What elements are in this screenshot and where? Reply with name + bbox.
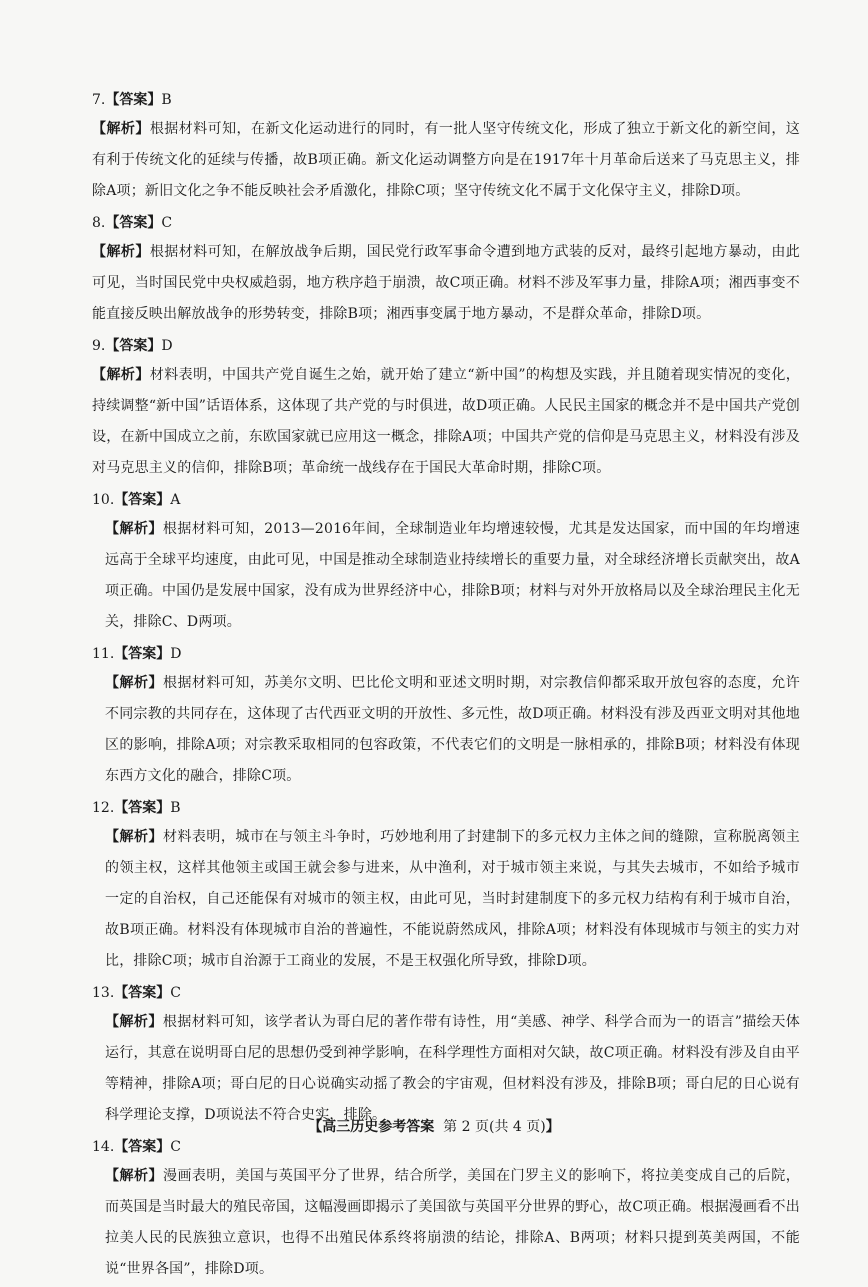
analysis-text: 根据材料可知，在解放战争后期，国民党行政军事命令遭到地方武装的反对，最终引起地方暴动，由此可见，当时国民党中央权威趋弱，地方秩序趋于崩溃，故C项正确。材料不涉及军事力量，排除A项；湘西事变不能直接反映出解放战争的形势转变，排除B项；湘西事变属于地方暴动，不是群众革命，排除D项。	[92, 244, 800, 322]
analysis-tag: 【解析】	[105, 829, 163, 845]
question-number: 12.	[92, 800, 115, 816]
answer-line	[92, 486, 800, 514]
analysis-tag: 【解析】	[92, 244, 150, 260]
answer-value: C	[170, 1139, 181, 1155]
answer-line	[92, 794, 800, 822]
analysis-text: 根据材料可知，在新文化运动进行的同时，有一批人坚守传统文化，形成了独立于新文化的新空间，这有利于传统文化的延续与传播，故B项正确。新文化运动调整方向是在1917年十月革命后送来了马克思主义，排除A项；新旧文化之争不能反映社会矛盾激化，排除C项；坚守传统文化不属于文化保守主义，排除D项。	[92, 121, 800, 199]
answer-value: A	[170, 492, 181, 508]
analysis-tag: 【解析】	[105, 521, 163, 537]
answer-line	[92, 640, 800, 668]
footer-title: 高三历史参考答案	[322, 1119, 435, 1135]
answer-value: C	[170, 985, 181, 1001]
answer-value: D	[161, 338, 173, 354]
question-9	[92, 332, 800, 484]
analysis-paragraph	[92, 514, 800, 638]
answer-tag: 【答案】	[114, 646, 171, 662]
analysis-paragraph	[92, 1007, 800, 1131]
footer-right-bracket: 】	[545, 1119, 560, 1135]
analysis-paragraph	[92, 360, 800, 484]
answer-value: C	[161, 215, 173, 231]
answer-tag: 【答案】	[114, 985, 171, 1001]
question-number: 10.	[92, 492, 115, 508]
analysis-tag: 【解析】	[105, 1014, 163, 1030]
answer-line	[92, 979, 800, 1007]
question-number: 9.	[92, 338, 106, 354]
analysis-paragraph	[92, 114, 800, 207]
answer-line	[92, 332, 800, 360]
question-14	[92, 1133, 800, 1285]
question-number: 7.	[92, 92, 106, 108]
answer-tag: 【答案】	[105, 338, 162, 354]
answer-value: B	[161, 92, 172, 108]
answer-line	[92, 209, 800, 237]
analysis-text: 材料表明，中国共产党自诞生之始，就开始了建立“新中国”的构想及实践，并且随着现实情况的变化，持续调整“新中国”话语体系，这体现了共产党的与时俱进，故D项正确。人民民主国家的概念并不是中国共产党创设，在新中国成立之前，东欧国家就已应用这一概念，排除A项；中国共产党的信仰是马克思主义，材料没有涉及对马克思主义的信仰，排除B项；革命统一战线存在于国民大革命时期，排除C项。	[92, 367, 800, 476]
analysis-tag: 【解析】	[92, 121, 150, 137]
answer-line	[92, 1133, 800, 1161]
analysis-text: 材料表明，城市在与领主斗争时，巧妙地利用了封建制下的多元权力主体之间的缝隙，宣称脱离领主的领主权，这样其他领主或国王就会参与进来，从中渔利，对于城市领主来说，与其失去城市，不如给予城市一定的自治权，自己还能保有对城市的领主权，由此可见，当时封建制度下的多元权力结构有利于城市自治，故B项正确。材料没有体现城市自治的普遍性，不能说蔚然成风，排除A项；材料没有体现城市与领主的实力对比，排除C项；城市自治源于工商业的发展，不是王权强化所导致，排除D项。	[105, 829, 800, 969]
question-8	[92, 209, 800, 330]
question-7	[92, 86, 800, 207]
footer-left-bracket: 【	[308, 1119, 323, 1135]
question-10	[92, 486, 800, 638]
question-number: 14.	[92, 1139, 115, 1155]
page-footer	[0, 1117, 868, 1137]
answer-tag: 【答案】	[114, 492, 171, 508]
analysis-text: 根据材料可知，苏美尔文明、巴比伦文明和亚述文明时期，对宗教信仰都采取开放包容的态度，允许不同宗教的共同存在，这体现了古代西亚文明的开放性、多元性，故D项正确。材料没有涉及西亚文明对其他地区的影响，排除A项；对宗教采取相同的包容政策，不代表它们的文明是一脉相承的，排除B项；材料没有体现东西方文化的融合，排除C项。	[105, 675, 800, 784]
analysis-paragraph	[92, 668, 800, 792]
question-number: 11.	[92, 646, 115, 662]
question-11	[92, 640, 800, 792]
question-13	[92, 979, 800, 1131]
analysis-paragraph	[92, 1161, 800, 1285]
question-number: 13.	[92, 985, 115, 1001]
answer-line	[92, 86, 800, 114]
analysis-tag: 【解析】	[92, 367, 150, 383]
answer-tag: 【答案】	[114, 1139, 171, 1155]
answer-tag: 【答案】	[105, 92, 162, 108]
answer-list	[92, 86, 800, 1287]
analysis-text: 根据材料可知，该学者认为哥白尼的著作带有诗性，用“美感、神学、科学合而为一的语言”描绘天体运行，其意在说明哥白尼的思想仍受到神学影响，在科学理性方面相对欠缺，故C项正确。材料没有涉及自由平等精神，排除A项；哥白尼的日心说确实动摇了教会的宇宙观，但材料没有涉及，排除B项；哥白尼的日心说有科学理论支撑，D项说法不符合史实，排除。	[105, 1014, 800, 1123]
analysis-text: 根据材料可知，2013—2016年间，全球制造业年均增速较慢，尤其是发达国家，而中国的年均增速远高于全球平均速度，由此可见，中国是推动全球制造业持续增长的重要力量，对全球经济增长贡献突出，故A项正确。中国仍是发展中国家，没有成为世界经济中心，排除B项；材料与对外开放格局以及全球治理民主化无关，排除C、D两项。	[105, 521, 800, 630]
footer-page-label: 第 2 页(共 4 页)	[443, 1119, 546, 1135]
answer-tag: 【答案】	[114, 800, 171, 816]
analysis-paragraph	[92, 237, 800, 330]
answer-value: B	[170, 800, 181, 816]
question-12	[92, 794, 800, 977]
answer-value: D	[170, 646, 182, 662]
answer-tag: 【答案】	[105, 215, 162, 231]
analysis-tag: 【解析】	[105, 675, 163, 691]
question-number: 8.	[92, 215, 106, 231]
analysis-text: 漫画表明，美国与英国平分了世界，结合所学，美国在门罗主义的影响下，将拉美变成自己的后院，而英国是当时最大的殖民帝国，这幅漫画即揭示了美国欲与英国平分世界的野心，故C项正确。根据漫画看不出拉美人民的民族独立意识，也得不出殖民体系终将崩溃的结论，排除A、B两项；材料只提到英美两国，不能说“世界各国”，排除D项。	[105, 1168, 800, 1277]
analysis-paragraph	[92, 822, 800, 977]
analysis-tag: 【解析】	[105, 1168, 163, 1184]
